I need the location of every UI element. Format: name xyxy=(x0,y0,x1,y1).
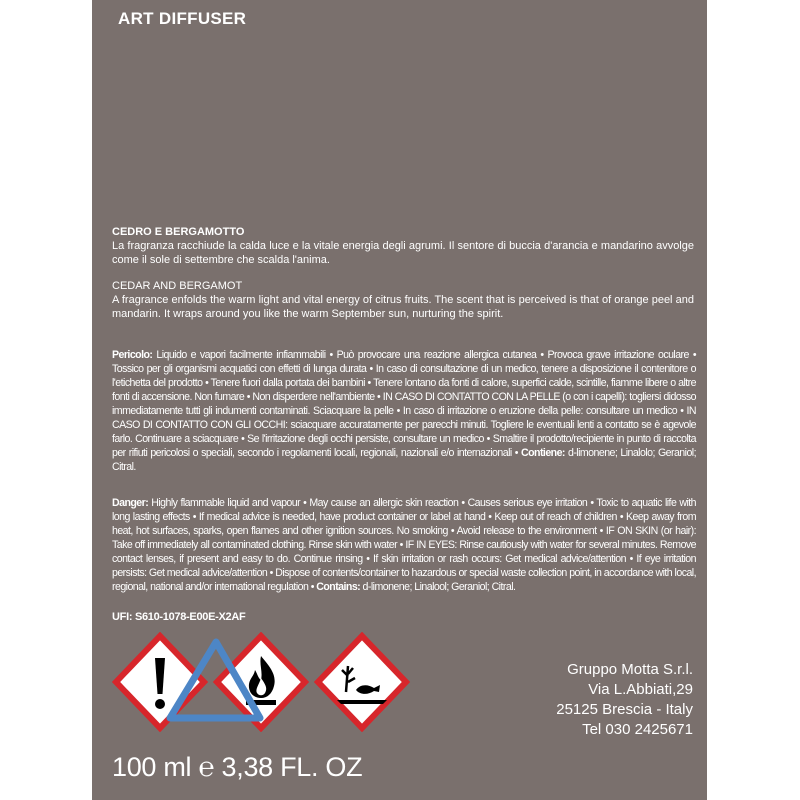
product-title: ART DIFFUSER xyxy=(118,9,247,28)
contains-label: Contains: xyxy=(316,581,361,593)
ufi-code: UFI: S610-1078-E00E-X2AF xyxy=(112,611,246,623)
contiene-label: Contiene: xyxy=(521,447,565,459)
italian-description: La fragranza racchiude la calda luce e la vitale energia degli agrumi. Il sentore di buccia d'arancia e mandarino avvolge come il sole di settembre che scalda l'anima. xyxy=(112,240,694,266)
contains-text: d-limonene; Linalool; Geraniol; Citral. xyxy=(360,581,516,593)
company-address xyxy=(556,660,693,740)
pericolo-text: Liquido e vapori facilmente infiammabili • Può provocare una reazione allergica cutanea • Provoca grave irritazione oculare • Tossico per gli organismi acquatici con effetti di lunga durata • In caso di consultazione di un medico, tenere a disposizione il contenitore o l'etichetta del prodotto • Tenere fuori dalla portata dei bambini • Tenere lontano da fonti di calore, superfici calde, scintille, fiamme libere o altre fonti di accensione. Non fumare • Non disperdere nell'ambiente • IN CASO DI CONTATTO CON LA PELLE (o con i capelli): togliersi didosso immediatamente tutti gli indumenti contaminati. Sciacquare la pelle • In caso di irritazione o eruzione della pelle: consultare un medico • IN CASO DI CONTATTO CON GLI OCCHI: sciacquare accuratamente per parecchi minuti. Togliere le eventuali lenti a contatto se è agevole farlo. Continuare a sciacquare • Se l'irritazione degli occhi persiste, consultare un medico • Smaltire il prodotto/recipiente in punto di raccolta per rifiuti pericolosi o speciali, secondo i regolamenti locali, regionali, nazionali e/o internazionali • xyxy=(112,349,696,459)
company-phone: Tel 030 2425671 xyxy=(582,721,693,738)
volume-label: 100 ml ℮ 3,38 FL. OZ xyxy=(112,752,363,782)
environment-hazard-icon xyxy=(318,636,406,728)
product-label xyxy=(92,0,707,800)
english-heading: CEDAR AND BERGAMOT xyxy=(112,280,243,292)
english-description: A fragrance enfolds the warm light and vital energy of citrus fruits. The scent that is perceived is that of orange peel and mandarin. It wraps around you like the warm September sun, nurturing the spirit. xyxy=(112,294,694,320)
danger-label: Danger: xyxy=(112,497,149,509)
italian-heading: CEDRO E BERGAMOTTO xyxy=(112,226,245,238)
danger-text: Highly flammable liquid and vapour • May cause an allergic skin reaction • Causes serious eye irritation • Toxic to aquatic life with long lasting effects • If medical advice is needed, have product container or label at hand • Keep out of reach of children • Keep away from heat, hot surfaces, sparks, open flames and other ignition sources. No smoking • Avoid release to the environment • IF ON SKIN (or hair): Take off immediately all contaminated clothing. Rinse skin with water • IF IN EYES: Rinse cautiously with water for several minutes. Remove contact lenses, if present and easy to do. Continue rinsing • If skin irritation or rash occurs: Get medical advice/attention • If eye irritation persists: Get medical advice/attention • Dispose of contents/container to hazardous or special waste collection point, in accordance with local, regional, national and/or international regulation • xyxy=(112,497,696,593)
pericolo-label: Pericolo: xyxy=(112,349,153,361)
company-name: Gruppo Motta S.r.l. xyxy=(567,661,693,678)
company-city: 25125 Brescia - Italy xyxy=(556,701,693,718)
company-street: Via L.Abbiati,29 xyxy=(588,681,693,698)
danger-block xyxy=(112,496,696,594)
hazard-pictograms xyxy=(112,632,412,732)
pericolo-block xyxy=(112,348,696,474)
contiene-text: d-limonene; Linalolo; Geraniol; Citral. xyxy=(112,447,696,473)
